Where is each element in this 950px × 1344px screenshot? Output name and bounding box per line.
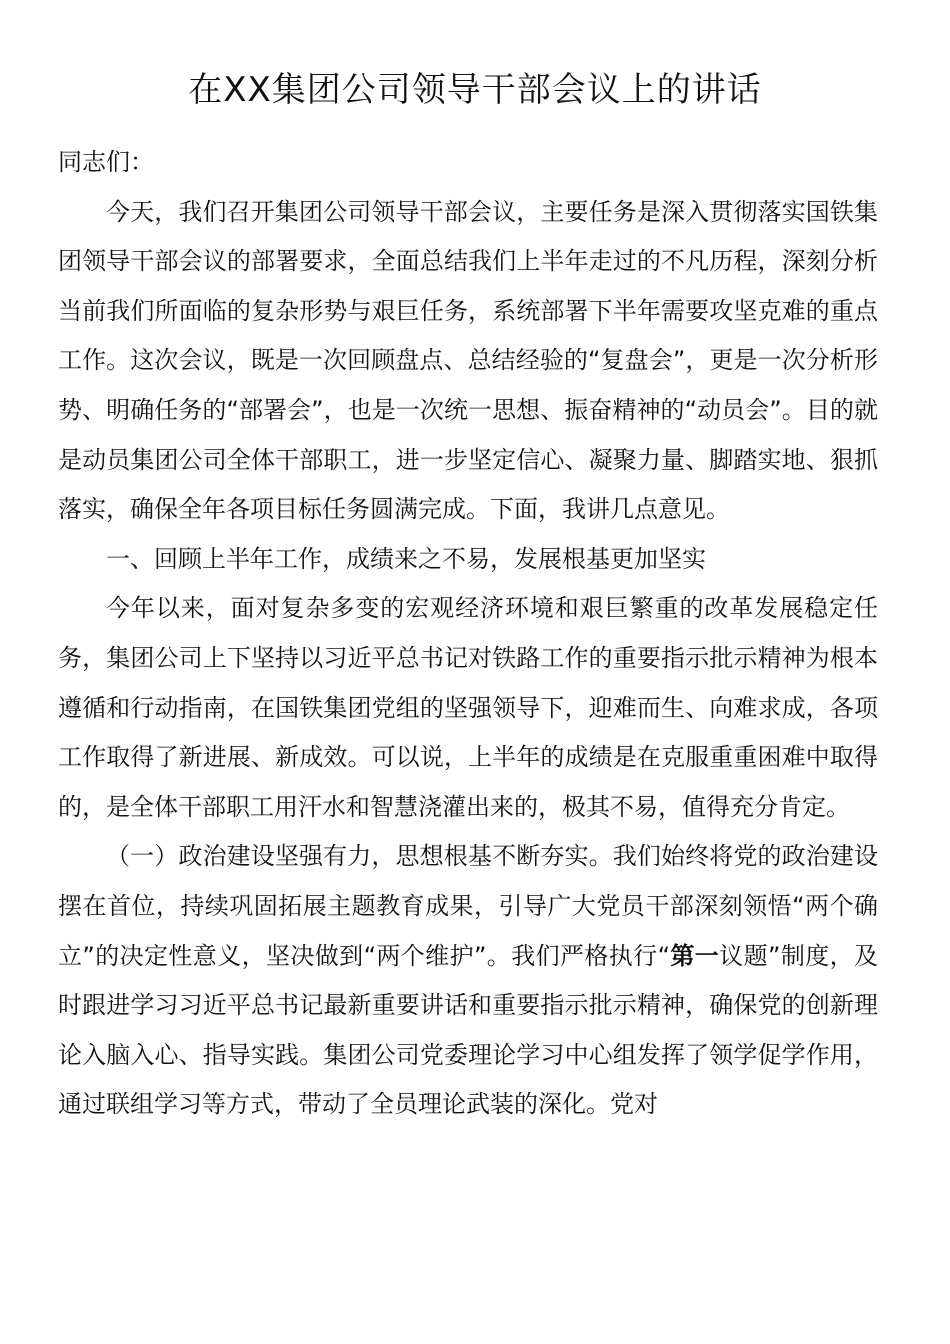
- salutation: 同志们：: [58, 148, 154, 176]
- document-title: 在XX集团公司领导干部会议上的讲话: [188, 70, 762, 110]
- document-body: [58, 138, 878, 1130]
- subsection-one-paragraph: [58, 832, 878, 1130]
- section-one-heading: 一、回顾上半年工作，成绩来之不易，发展根基更加坚实: [106, 544, 706, 573]
- section-one-paragraph: 今年以来，面对复杂多变的宏观经济环境和艰巨繁重的改革发展稳定任务，集团公司上下坚持以习近平总书记对铁路工作的重要指示批示精神为根本遵循和行动指南，在国铁集团党组的坚强领导下，迎难而生、向难求成，各项工作取得了新进展、新成效。可以说，上半年的成绩是在克服重重困难中取得的，是全体干部职工用汗水和智慧浇灌出来的，极其不易，值得充分肯定。: [58, 594, 878, 821]
- intro-paragraph: 今天，我们召开集团公司领导干部会议，主要任务是深入贯彻落实国铁集团领导干部会议的部署要求，全面总结我们上半年走过的不凡历程，深刻分析当前我们所面临的复杂形势与艰巨任务，系统部署下半年需要攻坚克难的重点工作。这次会议，既是一次回顾盘点、总结经验的“复盘会”，更是一次分析形势、明确任务的“部署会”，也是一次统一思想、振奋精神的“动员会”。目的就是动员集团公司全体干部职工，进一步坚定信心、凝聚力量、脚踏实地、狠抓落实，确保全年各项目标任务圆满完成。下面，我讲几点意见。: [58, 197, 878, 524]
- subsection-one-text-start: （一）政治建设坚强有力，思想根基不断夯实。我们始终将党的政治建设摆在首位，持续巩固拓展主题教育成果，引导广大党员干部深刻领悟“两个确立”的决定性意义，坚决做到“两个维护”。我们严格执行“: [58, 842, 878, 970]
- bold-emphasis-text: 第一: [670, 941, 720, 970]
- subsection-one-text-end: 议题”制度，及时跟进学习习近平总书记最新重要讲话和重要指示批示精神，确保党的创新理论入脑入心、指导实践。集团公司党委理论学习中心组发挥了领学促学作用，通过联组学习等方式，带动了全员理论武装的深化。党对: [58, 941, 879, 1119]
